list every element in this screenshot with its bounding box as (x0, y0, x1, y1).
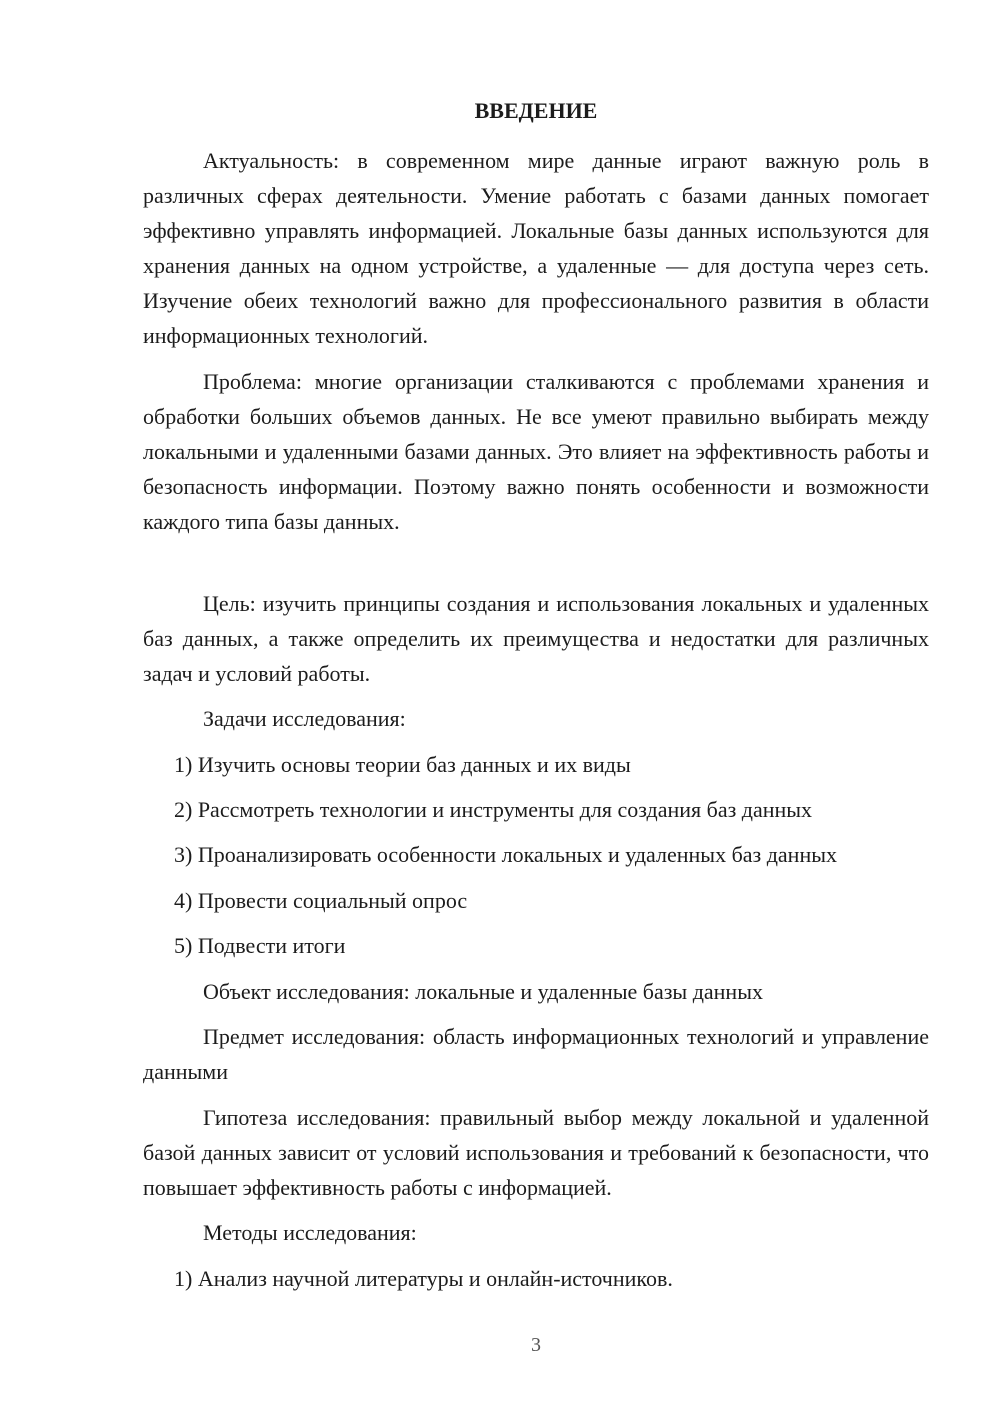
paragraph-problem: Проблема: многие организации сталкиваются с проблемами хранения и обработки больших объемов данных. Не все умеют правильно выбирать между локальными и удаленными базами данных. Это влияет на эффективность работы и безопасность информации. Поэтому важно понять особенности и возможности каждого типа базы данных. (143, 369, 929, 534)
tasks-heading: Задачи исследования: (203, 706, 406, 731)
method-item-1: 1) Анализ научной литературы и онлайн-источников. (174, 1266, 673, 1291)
task-item-4: 4) Провести социальный опрос (174, 888, 468, 913)
paragraph-object: Объект исследования: локальные и удаленные базы данных (203, 979, 763, 1004)
paragraph-goal: Цель: изучить принципы создания и использования локальных и удаленных баз данных, а также определить их преимущества и недостатки для различных задач и условий работы. (143, 591, 929, 686)
task-item-5: 5) Подвести итоги (174, 933, 346, 958)
task-item-1: 1) Изучить основы теории баз данных и их виды (174, 752, 631, 777)
methods-heading: Методы исследования: (203, 1220, 417, 1245)
task-item-3: 3) Проанализировать особенности локальных и удаленных баз данных (174, 842, 837, 867)
paragraph-hypothesis: Гипотеза исследования: правильный выбор между локальной и удаленной базой данных зависит от условий использования и требований к безопасности, что повышает эффективность работы с информацией. (143, 1105, 929, 1200)
paragraph-relevance: Актуальность: в современном мире данные играют важную роль в различных сферах деятельности. Умение работать с базами данных помогает эффективно управлять информацией. Локальные базы данных используются для хранения данных на одном устройстве, а удаленные — для доступа через сеть. Изучение обеих технологий важно для профессионального развития в области информационных технологий. (143, 148, 929, 348)
paragraph-subject: Предмет исследования: область информационных технологий и управление данными (143, 1024, 929, 1084)
page-title: ВВЕДЕНИЕ (474, 98, 598, 123)
page-number: 3 (531, 1334, 541, 1356)
task-item-2: 2) Рассмотреть технологии и инструменты для создания баз данных (174, 797, 813, 822)
